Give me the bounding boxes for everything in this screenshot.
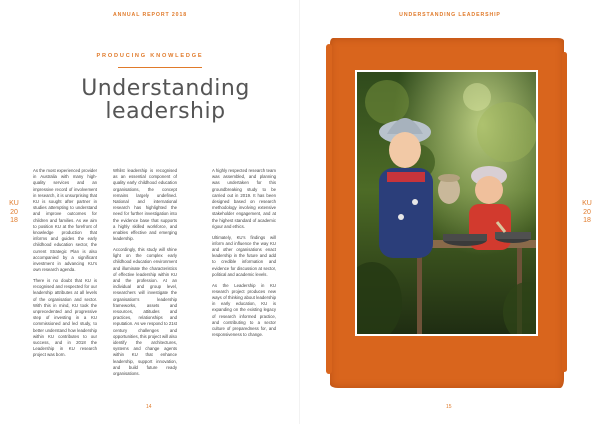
side-tag-18: 18 <box>583 217 591 225</box>
running-head-left: ANNUAL REPORT 2018 <box>112 12 188 18</box>
side-tag-ku: KU <box>9 200 19 207</box>
text-column-3 <box>212 168 276 343</box>
kicker-rule <box>118 67 202 68</box>
side-tag-20: 20 <box>583 208 591 216</box>
page-title-line-2: leadership <box>105 99 226 124</box>
page-title-line-1: Understanding <box>81 76 250 101</box>
paragraph: As the Leadership in KU research project produces new ways of thinking about leadership in early education, KU is expanding on the existing legacy of research informed practice, and contributing to a sector culture of preparedness for, and responsiveness to change. <box>212 282 276 338</box>
text-column-2 <box>113 168 177 382</box>
paragraph: As the most experienced provider in Australia with many high-quality services and an impressive record of involvement in research, it is unsurprising that KU is sought after partner in studies attempting to understand and improve outcomes for children and families. As we aim to position KU at the forefront of knowledge production that informs and guides the early childhood education sector, the current Strategic Plan is also accompanied by a significant investment in advancing KU’s own research agenda. <box>33 168 98 273</box>
side-tag-18: 18 <box>10 217 18 225</box>
text-column-1 <box>33 168 97 363</box>
paragraph: Ultimately, KU’s findings will inform and influence the way KU and other organisations enact leadership in the future and add to credible information and evidence for discussion at sector, political and academic levels. <box>212 234 276 277</box>
page-number-left: 14 <box>146 404 152 410</box>
paragraph: There is no doubt that KU is recognised and respected for our leadership attributes at all levels of the organisation and sector. With this in mind, KU took the unprecedented and progressive step of investing in a KU commissioned and led study, to better understand how leadership within KU contributes to our success, and in 2018 the Leadership in KU research project was born. <box>33 278 97 358</box>
right-page <box>300 0 600 424</box>
page-title <box>58 77 273 123</box>
children-playing-photo <box>357 72 536 334</box>
running-head-right: UNDERSTANDING LEADERSHIP <box>399 12 501 18</box>
side-tag-20: 20 <box>10 208 18 216</box>
page-number-right: 15 <box>446 404 452 410</box>
paragraph: Whilst leadership is recognised as an essential component of quality early childhood education organisations, the concept remains largely undefined. National and international research has highlighted the need for further investigation into the evidence base that supports a highly skilled workforce, and enables effective and emerging leadership. <box>113 168 177 242</box>
side-tag-left <box>7 200 21 226</box>
paragraph: A highly respected research team was assembled, and planning was undertaken for this groundbreaking study to be carried out in 2019. It has been designed based on research methodology involving extensive stakeholder engagement, and at the highest standard of academic rigour and ethics. <box>212 168 276 229</box>
side-tag-ku: KU <box>582 200 592 207</box>
photo-illustration <box>357 72 536 334</box>
photo-frame <box>355 70 538 336</box>
side-tag-right <box>580 200 594 226</box>
paragraph: Accordingly, this study will shine light on the complex early childhood education environment and illuminate the characteristics of effective leadership within KU and the profession. At an individual and group level, researchers will investigate the organisation’s leadership frameworks, assets and resources, attitudes and practices, relationships and reputation. As we respond to 21st century challenges and opportunities, this project will also identify the architectures, systems and change agents within KU that enhance leadership, support innovation, and build future ready organisations. <box>113 247 178 377</box>
section-kicker: PRODUCING KNOWLEDGE <box>96 53 204 59</box>
